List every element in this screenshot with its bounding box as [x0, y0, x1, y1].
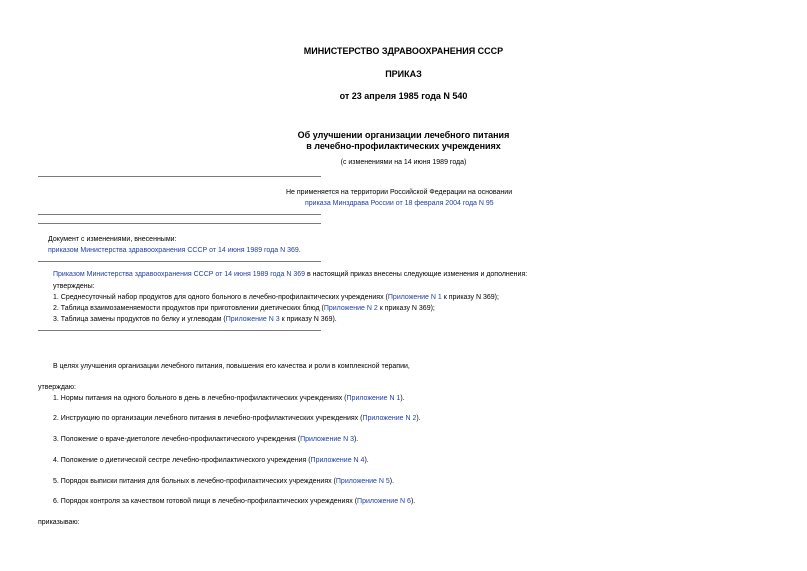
appendix-link[interactable]: Приложение N 3 [225, 316, 280, 323]
divider [38, 330, 321, 331]
appendix-link[interactable]: Приложение N 1 [387, 294, 442, 301]
change-lead-link[interactable]: Приказом Министерства здравоохранения СССР от 14 июня 1989 года N 369 [53, 271, 306, 278]
title-line-1: Об улучшении организации лечебного питания [297, 130, 510, 140]
appendix-link[interactable]: Приложение N 3 [300, 436, 354, 443]
approve-item-tail: ). [400, 395, 405, 402]
approve-item-text: 1. Нормы питания на одного больного в день в лечебно-профилактических учреждениях ( [53, 395, 347, 402]
appendix-link[interactable]: Приложение N 4 [310, 457, 365, 464]
notice-link[interactable]: приказа Минздрава России от 18 февраля 2004 года N 95 [305, 200, 494, 207]
approve-item-text: 3. Положение о враче-диетологе лечебно-профилактического учреждения ( [53, 436, 301, 443]
date-heading: от 23 апреля 1985 года N 540 [339, 91, 468, 101]
appendix-link[interactable]: Приложение N 1 [346, 395, 401, 402]
change-item-tail: к приказу N 369); [441, 294, 499, 301]
ministry-heading: МИНИСТЕРСТВО ЗДРАВООХРАНЕНИЯ СССР [303, 46, 504, 56]
title-line-2: в лечебно-профилактических учреждениях [306, 141, 501, 151]
approve-item-tail: ). [416, 415, 421, 422]
changes-note: (с изменениями на 14 июня 1989 года) [340, 159, 467, 166]
approve-item [53, 414, 421, 424]
doc-type-heading: ПРИКАЗ [385, 69, 422, 79]
approve-item [53, 497, 415, 507]
approve-item [53, 456, 369, 466]
order-label: приказываю: [38, 519, 80, 526]
approve-item-text: 2. Инструкцию по организации лечебного питания в лечебно-профилактических учреждениях ( [53, 415, 363, 422]
approve-item-tail: ). [410, 498, 416, 505]
change-item-tail: к приказу N 369); [377, 305, 435, 312]
approve-item [53, 477, 394, 487]
appendix-link[interactable]: Приложение N 2 [362, 415, 417, 422]
notice-text: Не применяется на территории Российской Федерации на основании [286, 189, 513, 196]
change-item [53, 315, 337, 325]
approve-item [53, 394, 405, 404]
change-item-text: 1. Среднесуточный набор продуктов для одного больного в лечебно-профилактических учреждениях ( [53, 294, 388, 301]
change-lead-text: в настоящий приказ внесены следующие изменения и дополнения: [305, 271, 528, 278]
appendix-link[interactable]: Приложение N 5 [335, 478, 390, 485]
approve-item-tail: ). [364, 457, 369, 464]
approve-item-text: 4. Положение о диетической сестре лечебно-профилактического учреждения ( [53, 457, 311, 464]
change-item-text: 3. Таблица замены продуктов по белку и углеводам ( [53, 316, 226, 323]
divider [38, 214, 321, 215]
intro-paragraph: В целях улучшения организации лечебного питания, повышения его качества и роли в комплексной терапии, [53, 363, 410, 370]
amendments-link[interactable]: приказом Министерства здравоохранения СССР от 14 июня 1989 года N 369. [48, 247, 301, 254]
approve-item-tail: ). [353, 436, 359, 443]
change-approved: утверждены: [53, 283, 95, 290]
divider [38, 176, 321, 177]
approve-item-text: 6. Порядок контроля за качеством готовой пищи в лечебно-профилактических учреждениях ( [53, 498, 358, 505]
change-item-tail: к приказу N 369). [279, 316, 337, 323]
change-item [53, 293, 499, 303]
change-lead [53, 270, 527, 280]
amendments-label: Документ с изменениями, внесенными: [48, 236, 177, 243]
approve-label: утверждаю: [38, 384, 76, 391]
approve-item-tail: ). [389, 478, 395, 485]
change-item [53, 304, 435, 314]
approve-item [53, 435, 358, 445]
divider [38, 261, 321, 262]
appendix-link[interactable]: Приложение N 6 [357, 498, 411, 505]
divider [38, 223, 321, 224]
appendix-link[interactable]: Приложение N 2 [323, 305, 378, 312]
approve-item-text: 5. Порядок выписки питания для больных в лечебно-профилактических учреждениях ( [53, 478, 336, 485]
change-item-text: 2. Таблица взаимозаменяемости продуктов при приготовлении диетических блюд ( [53, 305, 324, 312]
